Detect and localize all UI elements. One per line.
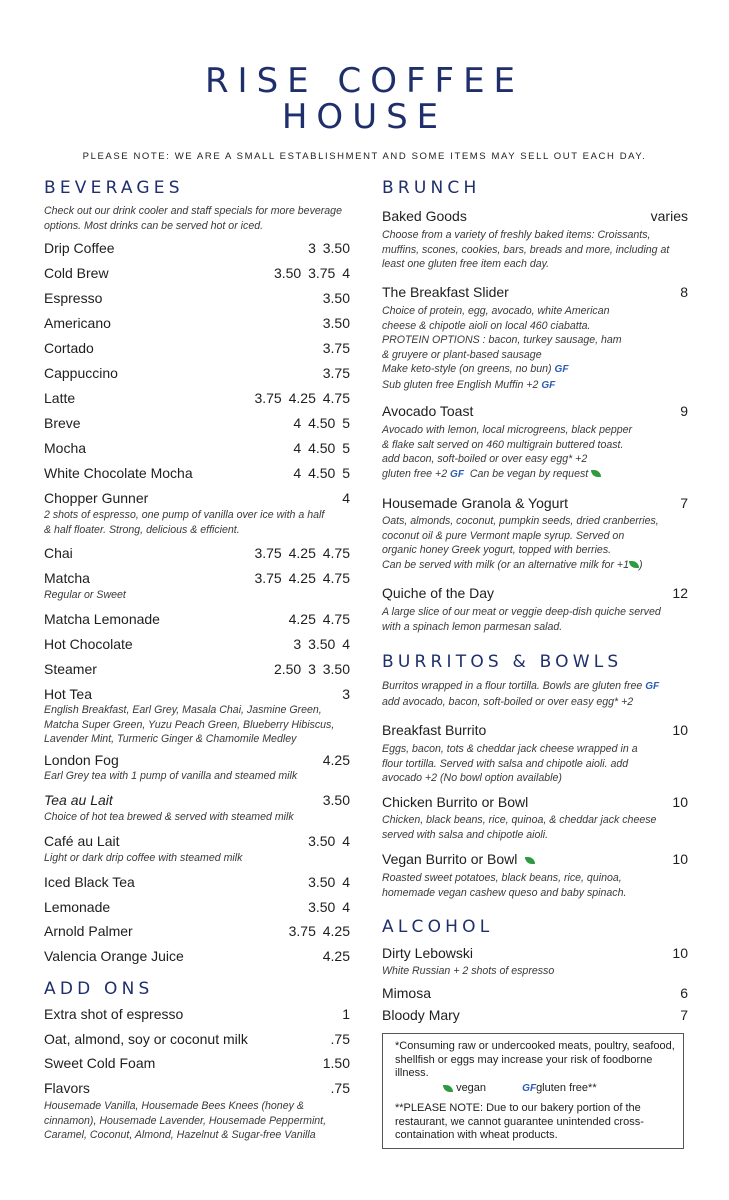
beverages-heading: BEVERAGES [44, 178, 184, 198]
vegan-leaf-icon [525, 857, 535, 864]
menu-item: Cold Brew 3.50 3.75 4 [44, 265, 350, 281]
disclaimer-box [382, 1033, 684, 1149]
menu-item: Iced Black Tea 3.50 4 [44, 874, 350, 890]
brunch-heading: BRUNCH [382, 178, 481, 198]
burritos-heading: BURRITOS & BOWLS [382, 652, 623, 672]
menu-item: Flavors .75 [44, 1080, 350, 1096]
menu-item: The Breakfast Slider 8 [382, 284, 688, 300]
item-description: Regular or Sweet [44, 589, 126, 601]
item-description: A large slice of our meat or veggie deep-dish quiche served with a spinach lemon parmesan salad. [382, 606, 661, 633]
item-description: Roasted sweet potatoes, black beans, rice, quinoa, homemade vegan cashew queso and baby spinach. [382, 872, 627, 899]
menu-item: Chicken Burrito or Bowl 10 [382, 794, 688, 810]
menu-item: Matcha Lemonade 4.25 4.75 [44, 611, 350, 627]
menu-item: Arnold Palmer 3.75 4.25 [44, 923, 350, 939]
menu-item: Quiche of the Day 12 [382, 585, 688, 601]
vegan-label: vegan [456, 1082, 487, 1094]
gluten-free-icon: GF [645, 681, 660, 692]
menu-item: Baked Goods varies [382, 208, 688, 224]
menu-item: White Chocolate Mocha 4 4.50 5 [44, 465, 350, 481]
vegan-leaf-icon [443, 1085, 453, 1092]
burritos-intro: Burritos wrapped in a flour tortilla. Bowls are gluten free GF add avocado, bacon, soft-boiled or over easy egg* +2 [382, 680, 660, 708]
item-description: English Breakfast, Earl Grey, Masala Chai, Jasmine Green, Matcha Super Green, Yuzu Peach Green, Blueberry Hibiscus, Lavender Mint, Turmeric Ginger & Chamomile Medley [44, 704, 335, 745]
gluten-free-icon: GF [522, 1083, 537, 1094]
menu-item: Oat, almond, soy or coconut milk .75 [44, 1031, 350, 1047]
item-description: Avocado with lemon, local microgreens, black pepper & flake salt served on 460 multigrain buttered toast. add bacon, soft-boiled or over easy egg* +2 gluten free +2 GF Can be vegan by request [382, 424, 633, 480]
menu-item: Cortado 3.75 [44, 340, 350, 356]
menu-item: Sweet Cold Foam 1.50 [44, 1055, 350, 1071]
menu-item: Mimosa 6 [382, 985, 688, 1001]
menu-item: Americano 3.50 [44, 315, 350, 331]
menu-item: Café au Lait 3.50 4 [44, 833, 350, 849]
menu-item: Breve 4 4.50 5 [44, 415, 350, 431]
menu-item: Avocado Toast 9 [382, 403, 688, 419]
gluten-free-icon: GF [450, 468, 464, 480]
addons-heading: ADD ONS [44, 979, 154, 999]
menu-item: Lemonade 3.50 4 [44, 899, 350, 915]
availability-note: PLEASE NOTE: WE ARE A SMALL ESTABLISHMENT AND SOME ITEMS MAY SELL OUT EACH DAY. [82, 151, 647, 162]
menu-item: Dirty Lebowski 10 [382, 945, 688, 961]
menu-item: Bloody Mary 7 [382, 1007, 688, 1023]
menu-item: Tea au Lait 3.50 [44, 792, 350, 808]
bakery-note: **PLEASE NOTE: Due to our bakery portion of the restaurant, we cannot guarantee unintended cross-containation with wheat products. [395, 1102, 644, 1141]
beverages-intro: Check out our drink cooler and staff specials for more beverage options. Most drinks can be served hot or iced. [44, 205, 342, 232]
item-description: Choose from a variety of freshly baked items: Croissants, muffins, scones, cookies, bars, breads and more, including at least one gluten free item each day. [382, 229, 670, 270]
vegan-leaf-icon [629, 561, 639, 568]
menu-item: Valencia Orange Juice 4.25 [44, 948, 350, 964]
item-description: Earl Grey tea with 1 pump of vanilla and steamed milk [44, 770, 298, 782]
page-title-line-1: RISE COFFEE [204, 61, 525, 101]
item-description: Housemade Vanilla, Housemade Bees Knees (honey & cinnamon), Housemade Lavender, Housemade Peppermint, Caramel, Coconut, Almond, Hazelnut & Sugar-free Vanilla [44, 1100, 327, 1141]
item-description: White Russian + 2 shots of espresso [382, 965, 555, 977]
item-description: 2 shots of espresso, one pump of vanilla over ice with a half & half floater. Strong, delicious & efficient. [44, 509, 325, 536]
menu-item: Matcha 3.75 4.25 4.75 [44, 570, 350, 586]
menu-item: London Fog 4.25 [44, 752, 350, 768]
menu-item: Housemade Granola & Yogurt 7 [382, 495, 688, 511]
menu-item: Mocha 4 4.50 5 [44, 440, 350, 456]
menu-item: Vegan Burrito or Bowl 10 [382, 851, 688, 867]
menu-item: Hot Tea 3 [44, 686, 350, 702]
menu-item: Espresso 3.50 [44, 290, 350, 306]
menu-item: Extra shot of espresso 1 [44, 1006, 350, 1022]
item-description: Light or dark drip coffee with steamed milk [44, 852, 243, 864]
alcohol-heading: ALCOHOL [382, 917, 494, 937]
menu-item: Chai 3.75 4.25 4.75 [44, 545, 350, 561]
item-description: Chicken, black beans, rice, quinoa, & cheddar jack cheese served with salsa and chipotle aioli. [382, 814, 657, 841]
vegan-leaf-icon [591, 470, 601, 477]
gluten-free-icon: GF [554, 364, 569, 375]
menu-item: Drip Coffee 3 3.50 [44, 240, 350, 256]
menu-item: Latte 3.75 4.25 4.75 [44, 390, 350, 406]
menu-item: Hot Chocolate 3 3.50 4 [44, 636, 350, 652]
item-description: Oats, almonds, coconut, pumpkin seeds, dried cranberries, coconut oil & pure Vermont maple syrup. Served on organic honey Greek yogurt, topped with berries. Can be served with milk (or an alternative milk for +1 ) [382, 515, 659, 571]
item-description: Choice of hot tea brewed & served with steamed milk [44, 811, 294, 823]
menu-item: Chopper Gunner 4 [44, 490, 350, 506]
menu-item: Steamer 2.50 3 3.50 [44, 661, 350, 677]
gluten-free-icon: GF [541, 379, 556, 391]
item-description: Eggs, bacon, tots & cheddar jack cheese wrapped in a flour tortilla. Served with salsa and chipotle aioli. add avocado +2 (No bowl option available) [382, 743, 638, 784]
health-warning: *Consuming raw or undercooked meats, poultry, seafood, shellfish or eggs may increase your risk of foodborne illness. [395, 1040, 675, 1079]
menu-item: Breakfast Burrito 10 [382, 722, 688, 738]
gluten-free-label: gluten free** [536, 1082, 597, 1094]
item-description: Choice of protein, egg, avocado, white American cheese & chipotle aioli on local 460 ciabatta. PROTEIN OPTIONS : bacon, turkey sausage, ham & gruyere or plant-based sausage Make keto-style (on greens, no bun) GF Sub gluten free English Muffin +2 GF [382, 305, 622, 391]
legend [443, 1082, 673, 1096]
menu-item: Cappuccino 3.75 [44, 365, 350, 381]
page-title-line-2: HOUSE [281, 97, 448, 137]
